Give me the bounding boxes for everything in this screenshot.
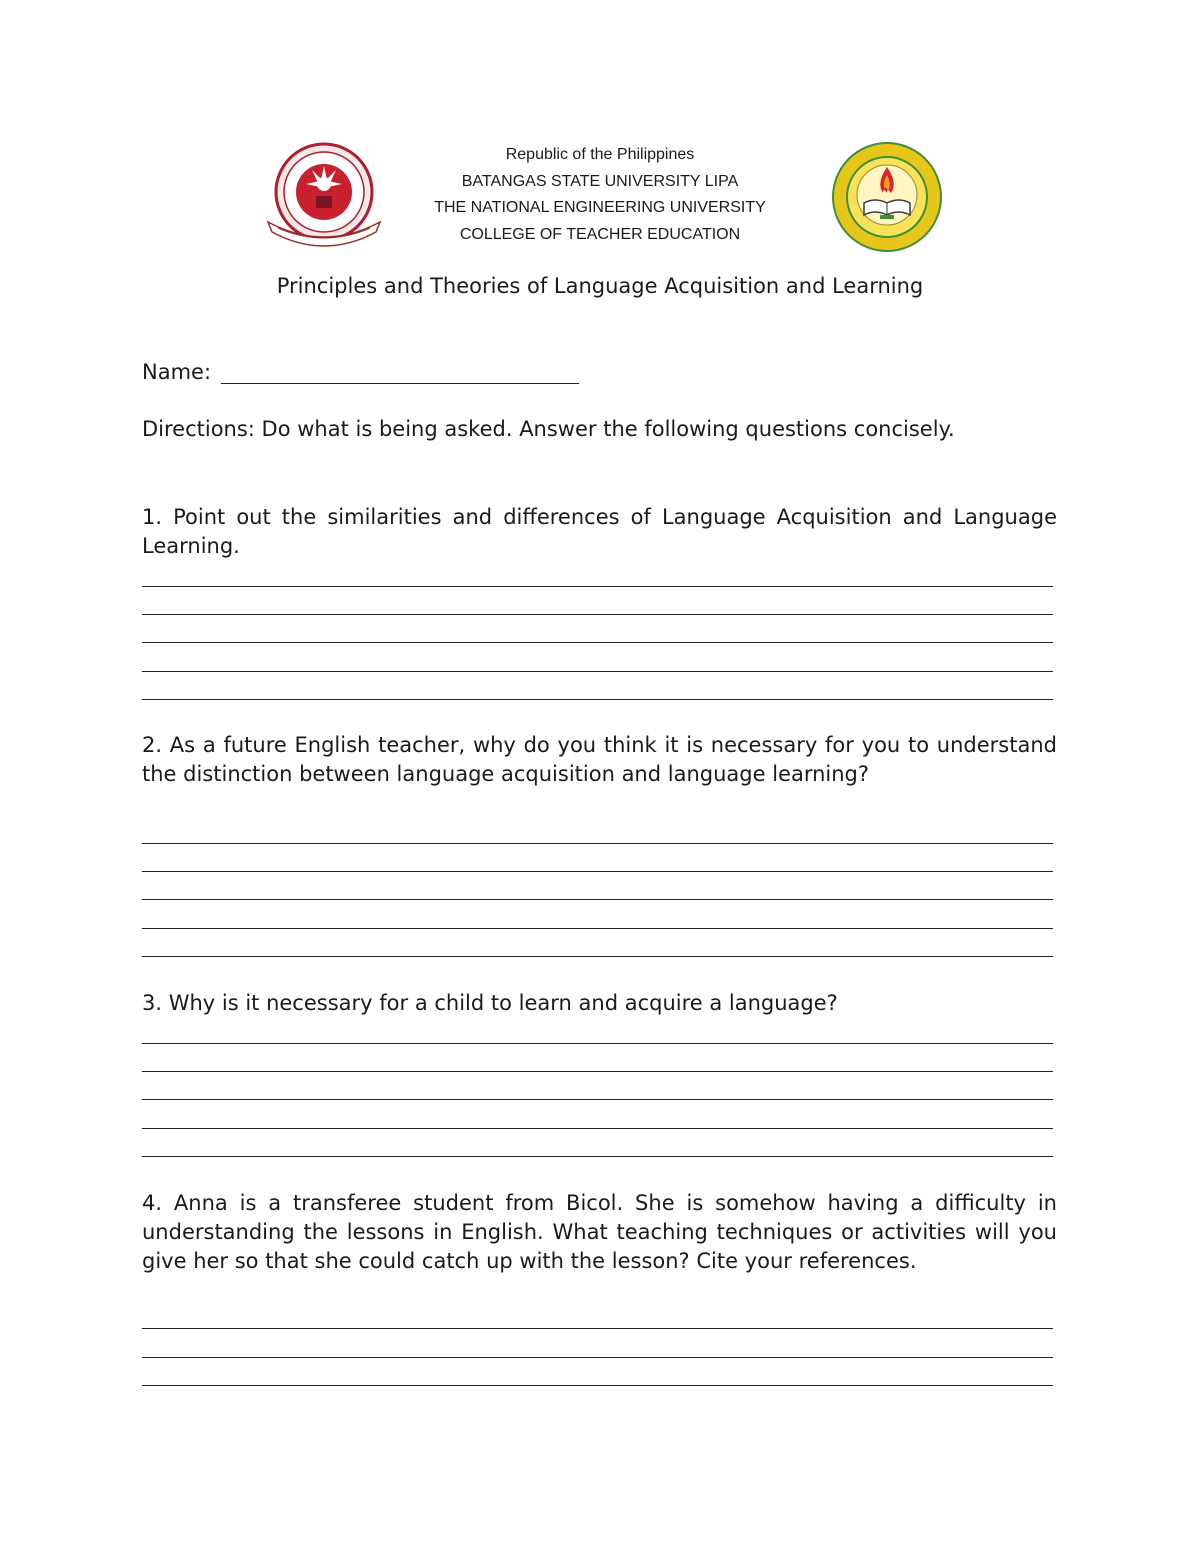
answer-line[interactable] bbox=[142, 1328, 1053, 1329]
answer-line[interactable] bbox=[142, 1156, 1053, 1157]
question-4: 4. Anna is a transferee student from Bicol. She is somehow having a difficulty in understanding the lessons in English. What teaching techniques or activities will you give her so that she could catch up with the lesson? Cite your references. bbox=[142, 1191, 1057, 1273]
answer-line[interactable] bbox=[142, 928, 1053, 929]
header-college: COLLEGE OF TEACHER EDUCATION bbox=[459, 225, 741, 243]
answer-line[interactable] bbox=[142, 956, 1053, 957]
answer-line[interactable] bbox=[142, 843, 1053, 844]
answer-line[interactable] bbox=[142, 614, 1053, 615]
answer-line[interactable] bbox=[142, 642, 1053, 643]
header-republic: Republic of the Philippines bbox=[505, 146, 695, 163]
worksheet-title: Principles and Theories of Language Acquisition and Learning bbox=[276, 274, 924, 298]
question-1: 1. Point out the similarities and differences of Language Acquisition and Language Learning. bbox=[142, 505, 1057, 558]
header-engineering-university: THE NATIONAL ENGINEERING UNIVERSITY bbox=[434, 199, 766, 216]
answer-line[interactable] bbox=[142, 1128, 1053, 1129]
answer-line[interactable] bbox=[142, 1385, 1053, 1386]
answer-line[interactable] bbox=[142, 1357, 1053, 1358]
answer-line[interactable] bbox=[142, 1099, 1053, 1100]
college-of-teacher-education-logo bbox=[828, 141, 946, 253]
institution-header bbox=[380, 142, 820, 248]
name-answer-line[interactable] bbox=[221, 361, 579, 384]
answer-line[interactable] bbox=[142, 699, 1053, 700]
name-label: Name: bbox=[142, 360, 212, 384]
directions-text: Directions: Do what is being asked. Answer the following questions concisely. bbox=[142, 417, 955, 441]
answer-line[interactable] bbox=[142, 671, 1053, 672]
batangas-state-university-logo bbox=[262, 140, 386, 252]
answer-line[interactable] bbox=[142, 1043, 1053, 1044]
answer-line[interactable] bbox=[142, 899, 1053, 900]
question-2: 2. As a future English teacher, why do you think it is necessary for you to understand the distinction between language acquisition and language learning? bbox=[142, 733, 1057, 786]
header-university: BATANGAS STATE UNIVERSITY LIPA bbox=[461, 172, 739, 190]
answer-line[interactable] bbox=[142, 586, 1053, 587]
answer-line[interactable] bbox=[142, 871, 1053, 872]
answer-line[interactable] bbox=[142, 1071, 1053, 1072]
question-3: 3. Why is it necessary for a child to learn and acquire a language? bbox=[142, 991, 838, 1015]
name-row bbox=[142, 360, 579, 384]
